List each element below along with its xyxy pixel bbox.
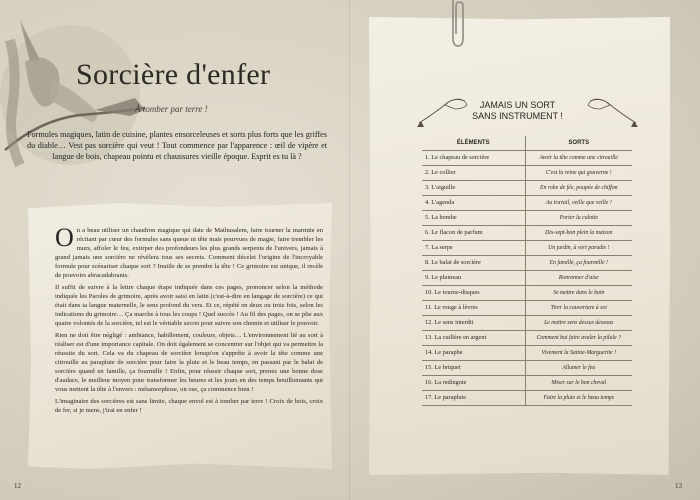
table-row: [422, 180, 632, 195]
sort-cell: Avoir la tête comme une citrouille: [525, 150, 632, 165]
body-paragraph: Rien ne doit être négligé : ambiance, habillement, couleurs, objets… L'environnement lié au sort à réaliser est d'une importance capitale. On doit également se concentrer sur l'objet qui va permettre la réussite du sort. Cela va du chapeau de sorcière lorsqu'on s'apprête à avoir la tête comme une citrouille au parapluie de sorcière pour faire la pluie et le beau temps, en passant par le balai de sorcière quand en famille, ça fourmille ! Enfin, pour réussir chaque sort, prenez une bonne dose d'audace, le meilleur moyen pour transformer les heures et les jours en des temps bouillonnants qui vous mettent la tête à l'envers : métamorphose, on ose, ça commence bien !: [55, 332, 323, 393]
element-cell: 15. Le briquet: [422, 360, 525, 375]
intro-paragraph: Formules magiques, latin de cuisine, plantes ensorceleuses et sorts plus forts que les griffes du diable… Vest pas sorcière qui veut ! Tout commence par l'apparence : œil de vipère et langue de bois, chapeau pointu et chaussures vieille époque. Esprit es tu là ?: [27, 130, 327, 161]
table-row: [422, 240, 632, 255]
table-row: [422, 255, 632, 270]
sort-cell: C'est la reine qui gouverne !: [525, 165, 632, 180]
table-row: [422, 375, 632, 390]
table-row: [422, 165, 632, 180]
page-number-right: 13: [675, 482, 682, 490]
sort-cell: Faire la pluie et le beau temps: [525, 390, 632, 405]
body-paragraph: [55, 223, 323, 280]
table-row: [422, 285, 632, 300]
sort-cell: Le mettre sens dessus dessous: [525, 315, 632, 330]
sort-cell: En robe de fée, poupée de chiffon: [525, 180, 632, 195]
table-body: [422, 150, 632, 405]
left-body-text: [55, 223, 323, 418]
element-cell: 5. La bombe: [422, 210, 525, 225]
table-header-row: [422, 136, 632, 150]
element-cell: 3. L'aiguille: [422, 180, 525, 195]
element-cell: 4. L'agenda: [422, 195, 525, 210]
element-cell: 9. Le plumeau: [422, 270, 525, 285]
table-row: [422, 225, 632, 240]
sort-cell: Porter la culotte: [525, 210, 632, 225]
sort-cell: En famille, ça fourmille !: [525, 255, 632, 270]
table-row: [422, 330, 632, 345]
paperclip-icon: [447, 0, 469, 50]
sort-cell: Ronronner d'aise: [525, 270, 632, 285]
column-header-sorts: SORTS: [525, 136, 632, 150]
element-cell: 13. La cuillère en argent: [422, 330, 525, 345]
spells-table: [422, 136, 632, 406]
element-cell: 11. Le rouge à lèvres: [422, 300, 525, 315]
table-row: [422, 360, 632, 375]
page-subtitle: À tomber par terre !: [135, 104, 208, 114]
sort-cell: Miser sur le bon cheval: [525, 375, 632, 390]
book-gutter: [349, 0, 351, 500]
sort-cell: Comment bui faire avaler la pilule ?: [525, 330, 632, 345]
element-cell: 16. La redingote: [422, 375, 525, 390]
table-row: [422, 195, 632, 210]
table-row: [422, 390, 632, 405]
table-row: [422, 345, 632, 360]
element-cell: 10. Le tourne-disques: [422, 285, 525, 300]
body-paragraph: Il suffit de suivre à la lettre chaque étape indiquée dans ces pages, prononcer selon la méthode indiquée les Paroles de grimoire, après avoir saisi en latin (c'est-à-dire en langage de sorcière) ce qui était dans ta langue maternelle, le sens profond du vers. Et ce, répété en deux ou trois fois, selon les indications du grimoire… Ça marche à tous les coups ! Quel succès ! Au fil des pages, on se plie aux quatre volontés de la sorcière, tel est le véritable secret pour suivre son chemin et utiliser le pouvoir.: [55, 284, 323, 327]
sort-cell: Dix-sept-bon plein la maison: [525, 225, 632, 240]
body-paragraph: L'imaginaire des sorcières est sans limite, chaque envol est à tomber par terre ! Croix de bois, croix de fer, si je mens, j'irai en enfer !: [55, 398, 323, 414]
page-number-left: 12: [14, 482, 21, 490]
element-cell: 12. Le sens interdit: [422, 315, 525, 330]
table-row: [422, 150, 632, 165]
table-heading-line: SANS INSTRUMENT !: [472, 111, 563, 121]
table-row: [422, 270, 632, 285]
element-cell: 14. Le paraphe: [422, 345, 525, 360]
sort-cell: Tirer la couverture à soi: [525, 300, 632, 315]
sort-cell: Vivement la Sainte-Marguerite !: [525, 345, 632, 360]
element-cell: 2. Le collier: [422, 165, 525, 180]
body-paragraph-text: n a beau utiliser un chaudron magique qui date de Mathusalem, faire tourner la marmite en récitant par cœur des formules sans queue ni tête mais pourvues de magie, faire trembler les murs, affoler le feu, extirper des profondeurs les plus grands serpents de l'univers, jamais à grand jamais une sorcière ne révèlera tous ses secrets. Comment décelet l'origine de l'incroyable formule pour scénariser chaque sort ? Inutile de se prendre la tête ! Ce grimoire est unique, il recèle de pouvoirs abracadabrants.: [55, 227, 323, 279]
sort-cell: Allumer le feu: [525, 360, 632, 375]
table-row: [422, 300, 632, 315]
sort-cell: Au travail, veille que veille !: [525, 195, 632, 210]
sort-cell: Un jardin, à vert paradis !: [525, 240, 632, 255]
table-row: [422, 210, 632, 225]
element-cell: 7. La serpe: [422, 240, 525, 255]
page-title: Sorcière d'enfer: [76, 58, 271, 91]
column-header-elements: ÉLÉMENTS: [422, 136, 525, 150]
element-cell: 6. Le flacon de parfum: [422, 225, 525, 240]
drop-cap: O: [55, 223, 74, 252]
element-cell: 8. Le balai de sorcière: [422, 255, 525, 270]
table-heading-line: JAMAIS UN SORT: [479, 100, 556, 110]
table-row: [422, 315, 632, 330]
element-cell: 1. Le chapeau de sorcière: [422, 150, 525, 165]
element-cell: 17. Le parapluie: [422, 390, 525, 405]
sort-cell: Se mettre dans le bain: [525, 285, 632, 300]
table-heading: [440, 100, 595, 122]
